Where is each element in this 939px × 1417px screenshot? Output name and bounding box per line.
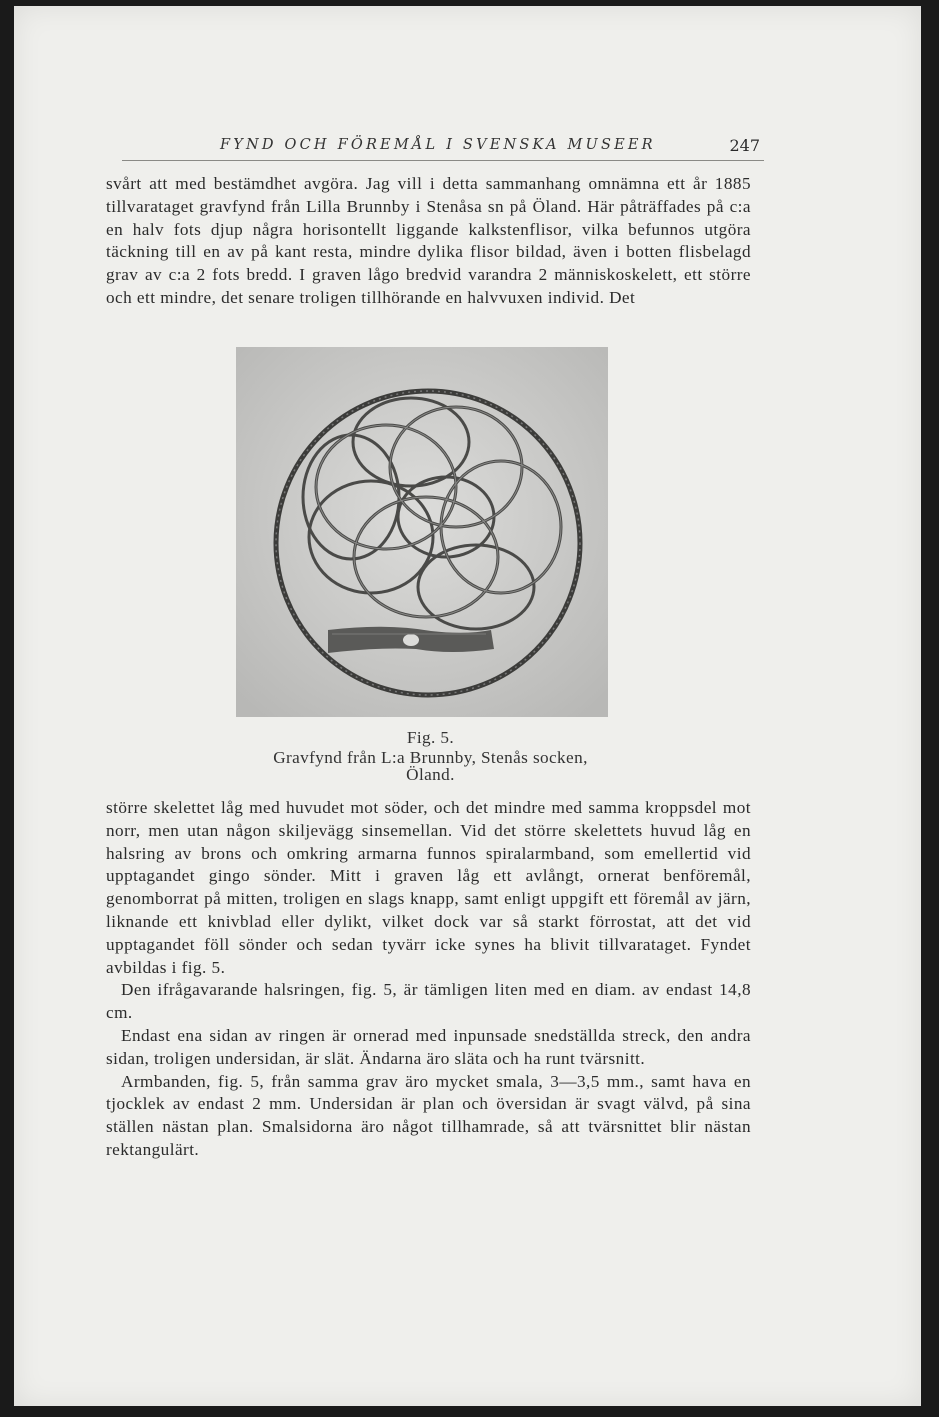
paragraph: Endast ena sidan av ringen är ornerad med inpunsade snedställda streck, den andra sidan, troligen undersidan, är slät. Ändarna äro släta och ha runt tvärsnitt. <box>106 1025 751 1068</box>
running-head: FYND OCH FÖREMÅL I SVENSKA MUSEER <box>220 137 656 153</box>
figure-caption-line1: Gravfynd från L:a Brunnby, Stenås socken, <box>273 748 588 767</box>
figure-photograph <box>236 347 608 717</box>
page-number: 247 <box>729 136 760 155</box>
paragraph: större skelettet låg med huvudet mot söder, och det mindre med samma kroppsdel mot norr, men utan någon skiljevägg sinsemellan. Vid det större skelettets huvud låg en halsring av brons och omkring armarna funnos spiralarmband, som emellertid vid upptagandet gingo sönder. Mitt i graven låg ett avlångt, ornerat benföremål, genomborrat på mitten, troligen en slags knapp, samt enligt uppgift ett föremål av järn, liknande ett knivblad eller dylikt, vilket dock var så starkt förrostat, att det vid upptagandet föll sönder och sedan tyvärr icke synes ha blivit tillvarataget. Fyndet avbildas i fig. 5. <box>106 798 751 977</box>
page-header <box>122 136 764 161</box>
body-text-top <box>106 173 751 310</box>
paragraph: Den ifrågavarande halsringen, fig. 5, är tämligen liten med en diam. av endast 14,8 cm. <box>106 980 751 1023</box>
figure-caption-line2: Öland. <box>406 765 455 784</box>
rings-photo-illustration <box>236 347 608 717</box>
paragraph: Armbanden, fig. 5, från samma grav äro mycket smala, 3—3,5 mm., samt hava en tjocklek av endast 2 mm. Undersidan är plan och översidan är svagt välvd, på sina ställen nästan plan. Smalsidorna äro något tillhamrade, så att tvärsnittet blir nästan rektangulärt. <box>106 1071 751 1159</box>
paragraph: svårt att med bestämdhet avgöra. Jag vill i detta sammanhang omnämna ett år 1885 tillvarataget gravfynd från Lilla Brunnby i Stenåsa sn på Öland. Här påträffades på c:a en halv fots djup några horisontellt liggande kalkstenflisor, vilka befunnos utgöra täckning till en av på kant resta, mindre dylika flisor bildad, även i botten flisbelagd grav av c:a 2 fots bredd. I graven lågo bredvid varandra 2 människoskelett, ett större och ett mindre, det senare troligen tillhörande en halvvuxen individ. Det <box>106 174 751 307</box>
body-text-bottom <box>106 797 751 1162</box>
figure-label: Fig. 5. <box>406 728 455 747</box>
